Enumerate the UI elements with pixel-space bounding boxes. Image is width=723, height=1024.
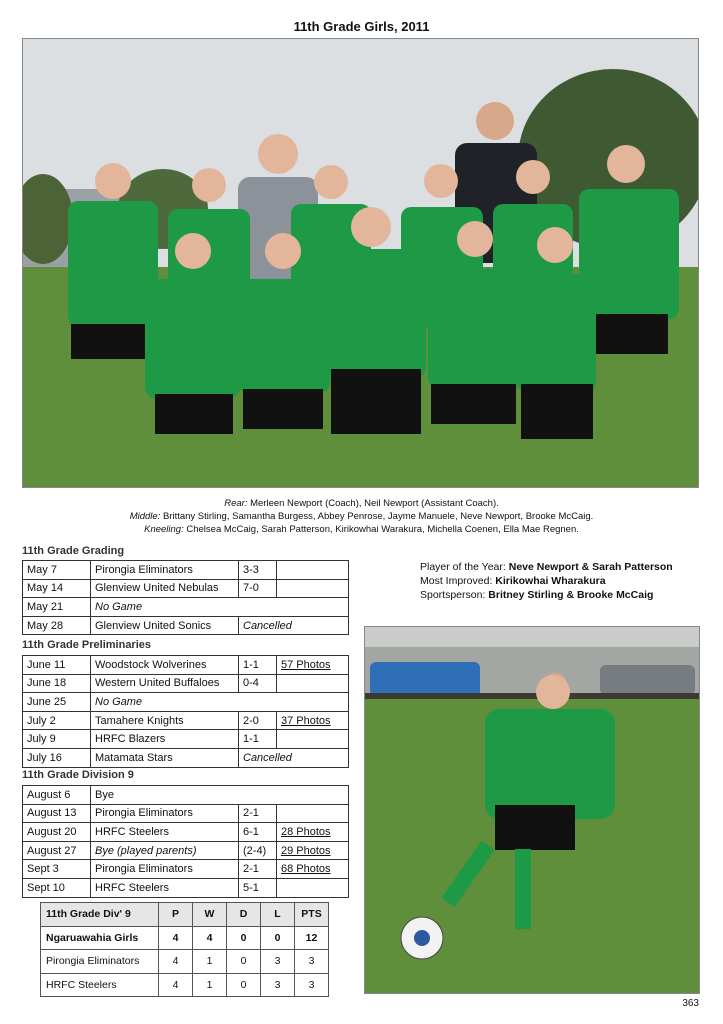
date-cell: May 21 [23,598,91,617]
table-row [23,804,349,823]
score-cell: 1-1 [239,730,277,749]
caption-rear-text: Merleen Newport (Coach), Neil Newport (Assistant Coach). [250,498,499,509]
date-cell: May 28 [23,616,91,635]
award-value: Neve Newport & Sarah Patterson [508,561,673,573]
date-cell: June 25 [23,693,91,712]
table-row [41,973,329,997]
stat-cell: 0 [227,973,261,997]
action-photo-illustration [365,627,700,994]
award-most-improved [420,574,673,588]
stat-cell: 3 [261,950,295,974]
award-value: Britney Stirling & Brooke McCaig [488,589,654,601]
date-cell: August 6 [23,786,91,805]
award-sportsperson [420,588,673,602]
award-label: Most Improved: [420,575,493,587]
score-cell: 0-4 [239,674,277,693]
column-header: D [227,903,261,927]
score-cell: 2-1 [239,860,277,879]
date-cell: Sept 10 [23,878,91,897]
score-cell: 2-1 [239,804,277,823]
bye-cell: Bye [91,786,349,805]
table-row [23,616,349,635]
table-row [23,878,349,897]
table-row [23,598,349,617]
team-cell: Matamata Stars [91,748,239,767]
team-cell: Tamahere Knights [91,711,239,730]
photos-link[interactable]: 28 Photos [277,823,349,842]
grading-table [22,560,349,635]
team-photo [22,38,699,488]
table-row [23,730,349,749]
stat-cell: 0 [227,926,261,950]
stat-cell: 3 [261,973,295,997]
award-value: Kirikowhai Wharakura [495,575,606,587]
no-game-cell: No Game [91,598,349,617]
stat-cell: 3 [295,950,329,974]
caption-kneeling-label: Kneeling: [144,524,184,535]
division-heading: 11th Grade Division 9 [22,769,134,781]
photos-link [277,561,349,580]
photos-link[interactable]: 57 Photos [277,656,349,675]
photos-link [277,878,349,897]
table-row [23,561,349,580]
date-cell: June 11 [23,656,91,675]
stat-cell: 0 [227,950,261,974]
team-cell: HRFC Steelers [91,878,239,897]
date-cell: Sept 3 [23,860,91,879]
column-header: L [261,903,295,927]
photos-link [277,804,349,823]
date-cell: May 14 [23,579,91,598]
team-cell: Glenview United Sonics [91,616,239,635]
table-row [23,841,349,860]
table-row [23,579,349,598]
photos-link [277,579,349,598]
stat-cell: 4 [159,973,193,997]
score-cell: 2-0 [239,711,277,730]
team-cell: Western United Buffaloes [91,674,239,693]
table-row [23,860,349,879]
date-cell: May 7 [23,561,91,580]
caption-rear-label: Rear: [224,498,248,509]
date-cell: August 13 [23,804,91,823]
stat-cell: 4 [159,926,193,950]
table-row [41,950,329,974]
caption-kneeling-text: Chelsea McCaig, Sarah Patterson, Kirikowhai Warakura, Michella Coenen, Ella Mae Regnen. [186,524,579,535]
date-cell: August 27 [23,841,91,860]
team-cell: HRFC Blazers [91,730,239,749]
date-cell: July 16 [23,748,91,767]
column-header: 11th Grade Div' 9 [41,903,159,927]
stat-cell: 12 [295,926,329,950]
table-row [23,823,349,842]
score-cell: Cancelled [239,616,349,635]
team-cell: Woodstock Wolverines [91,656,239,675]
team-cell: Pirongia Eliminators [91,561,239,580]
caption-middle [0,510,723,523]
team-cell: Glenview United Nebulas [91,579,239,598]
page-number: 363 [682,998,699,1009]
table-row [23,748,349,767]
award-label: Sportsperson: [420,589,486,601]
table-row [23,711,349,730]
table-row [23,674,349,693]
ladder-header-row [41,903,329,927]
awards-block [420,560,673,602]
award-player-of-year [420,560,673,574]
ladder-table [40,902,329,997]
score-cell: (2-4) [239,841,277,860]
team-cell: HRFC Steelers [91,823,239,842]
column-header: P [159,903,193,927]
preliminaries-table [22,655,349,768]
stat-cell: 4 [193,926,227,950]
caption-middle-text: Brittany Stirling, Samantha Burgess, Abbey Penrose, Jayme Manuele, Neve Newport, Brooke McCaig. [162,511,594,522]
table-row [41,926,329,950]
score-cell: Cancelled [239,748,349,767]
photo-caption [0,497,723,536]
photos-link [277,730,349,749]
column-header: W [193,903,227,927]
division-table [22,785,349,898]
team-photo-illustration [23,39,699,488]
column-header: PTS [295,903,329,927]
table-row [23,656,349,675]
action-photo [364,626,700,994]
score-cell: 7-0 [239,579,277,598]
score-cell: 1-1 [239,656,277,675]
date-cell: August 20 [23,823,91,842]
award-label: Player of the Year: [420,561,506,573]
table-row [23,693,349,712]
date-cell: July 9 [23,730,91,749]
preliminaries-heading: 11th Grade Preliminaries [22,639,152,651]
team-cell: Pirongia Eliminators [91,804,239,823]
table-row [23,786,349,805]
photos-link[interactable]: 68 Photos [277,860,349,879]
photos-link [277,674,349,693]
stat-cell: 1 [193,950,227,974]
date-cell: July 2 [23,711,91,730]
date-cell: June 18 [23,674,91,693]
score-cell: 3-3 [239,561,277,580]
caption-kneeling [0,523,723,536]
team-cell: HRFC Steelers [41,973,159,997]
team-cell: Pirongia Eliminators [91,860,239,879]
stat-cell: 1 [193,973,227,997]
stat-cell: 4 [159,950,193,974]
team-cell: Pirongia Eliminators [41,950,159,974]
score-cell: 5-1 [239,878,277,897]
page-title: 11th Grade Girls, 2011 [293,19,430,34]
no-game-cell: No Game [91,693,349,712]
grading-heading: 11th Grade Grading [22,545,125,557]
caption-middle-label: Middle: [129,511,161,522]
caption-rear [0,497,723,510]
team-cell: Bye (played parents) [91,841,239,860]
score-cell: 6-1 [239,823,277,842]
photos-link[interactable]: 37 Photos [277,711,349,730]
stat-cell: 3 [295,973,329,997]
stat-cell: 0 [261,926,295,950]
team-cell: Ngaruawahia Girls [41,926,159,950]
photos-link[interactable]: 29 Photos [277,841,349,860]
